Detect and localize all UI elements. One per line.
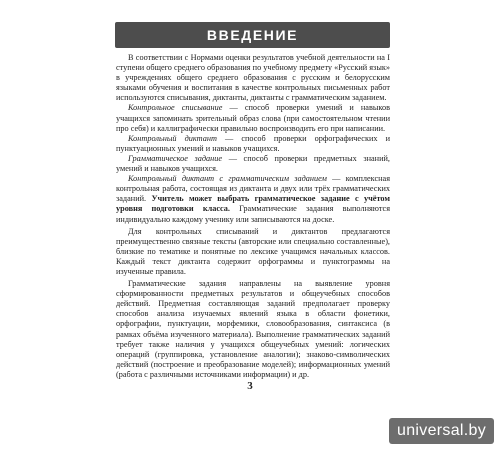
paragraph-copying-definition bbox=[116, 103, 390, 133]
definition-copying: — способ проверки умений и навыков учащихся запоминать зрительный образ слова (при самостоятельном чтении про себя) и каллиграфически правильно воспроизводить его при написании. bbox=[116, 103, 390, 133]
teacher-choice-note: Учитель может выбрать грамматическое задание с учётом уровня подготовки класса. bbox=[116, 194, 391, 214]
paragraph-intro: В соответствии с Нормами оценки результатов учебной деятельности на I ступени общего среднего образования по учебному предмету «Русский язык» в учреждениях общего среднего образования с русским и белорусским языками обучения и воспитания в качестве контрольных письменных работ используются списывания, диктанты, диктанты с грамматическим заданием. bbox=[116, 53, 390, 103]
paragraph-dictation-definition bbox=[116, 134, 390, 154]
definition-combined-tail: Грамматические задания выполняются индивидуально каждому ученику или записываются на доске. bbox=[116, 204, 390, 224]
page-number: 3 bbox=[247, 380, 253, 392]
definition-combined: — комплексная контрольная работа, состоящая из диктанта и двух или трёх грамматических заданий. bbox=[116, 174, 390, 204]
paragraph-grammar-task-definition bbox=[116, 154, 390, 174]
section-title-bar bbox=[115, 22, 390, 48]
term-copying: Контрольное списывание bbox=[128, 103, 223, 113]
term-grammar-task: Грамматическое задание bbox=[128, 153, 223, 163]
definition-grammar-task: — способ проверки предметных знаний, умений и навыков учащихся. bbox=[116, 153, 390, 174]
term-dictation: Контрольный диктант bbox=[128, 133, 217, 143]
term-combined: Контрольный диктант с грамматическим заданием bbox=[128, 174, 327, 184]
section-title: ВВЕДЕНИЕ bbox=[206, 27, 299, 43]
paragraph-grammar-tasks: Грамматические задания направлены на выявление уровня сформированности предметных результатов и общеучебных способов действий. Предметная составляющая заданий предполагает проверку способов анализа изучаемых явлений языка в области фонетики, орфографии, пунктуации, морфемики, словообразования, синтаксиса (в рамках объёма изученного материала). Выполнение грамматических заданий требует также наличия у учащихся общеучебных умений: логических операций (группировка, установление аналогии); знаково-символических действий (построение и преобразование моделей); информационных умений (работа с различными источниками информации) и др. bbox=[116, 279, 390, 379]
paragraph-combined-definition bbox=[116, 174, 390, 224]
body-text bbox=[116, 53, 390, 380]
watermark-logo: universal.by bbox=[389, 418, 494, 444]
definition-dictation: — способ проверки орфографических и пунктуационных умений и навыков учащихся. bbox=[116, 133, 390, 153]
paragraph-texts: Для контрольных списываний и диктантов предлагаются преимущественно связные тексты (авторские или специально составленные), близкие по тематике и понятные по лексике учащимся начальных классов. Каждый текст диктанта содержит орфограммы и пунктограммы на изученные правила. bbox=[116, 226, 390, 276]
